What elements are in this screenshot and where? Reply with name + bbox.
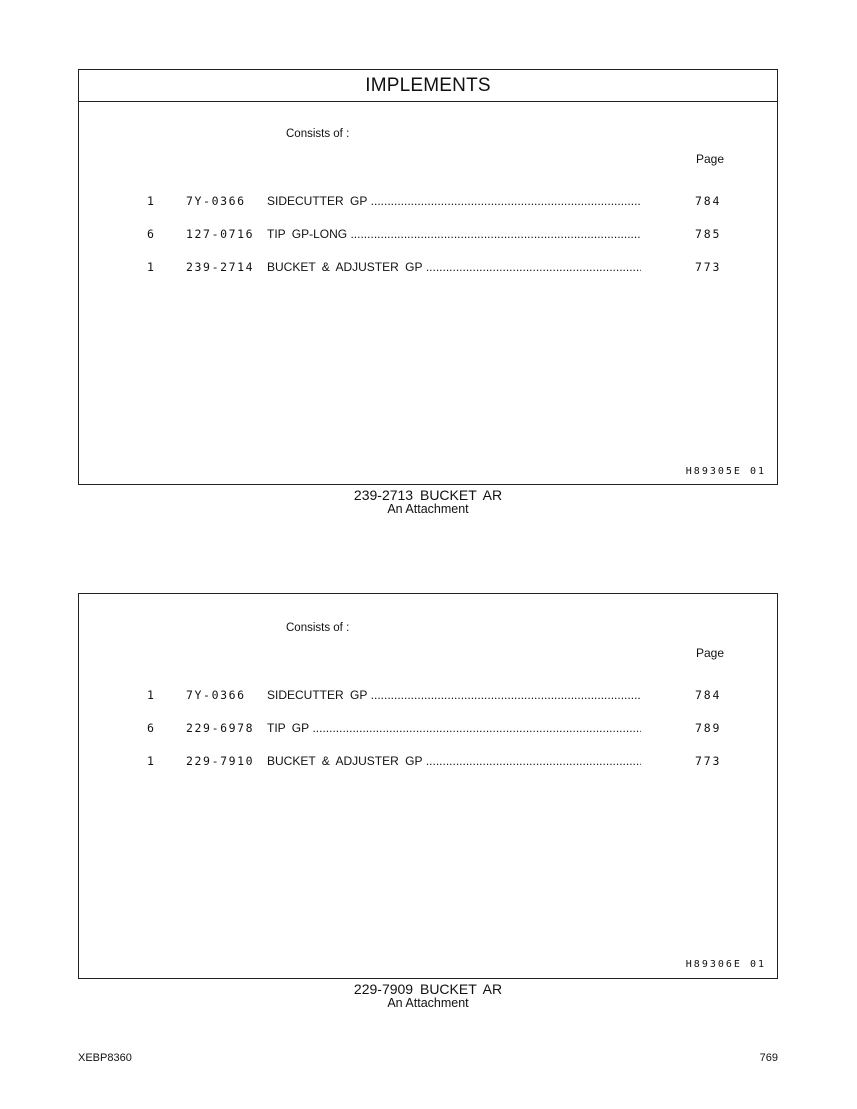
row-part-number: 127-0716 — [186, 227, 255, 241]
row-description: SIDECUTTER GP ..... — [267, 194, 641, 208]
table-row — [79, 194, 777, 210]
illustration-ref-code: H89305E 01 — [685, 466, 766, 477]
row-page-ref: 789 — [695, 721, 722, 735]
parts-list-box-2 — [78, 593, 778, 979]
row-qty: 6 — [147, 721, 154, 735]
row-description: SIDECUTTER GP ..... — [267, 688, 641, 702]
row-qty: 1 — [147, 260, 154, 274]
table-row — [79, 688, 777, 704]
caption-title: 239-2713 BUCKET AR — [353, 487, 503, 503]
row-qty: 1 — [147, 194, 154, 208]
row-description: TIP GP ..... — [267, 721, 641, 735]
row-description: BUCKET & ADJUSTER GP ..... — [267, 754, 641, 768]
row-page-ref: 784 — [695, 688, 722, 702]
table-row — [79, 260, 777, 276]
page-column-header: Page — [696, 646, 725, 660]
row-qty: 1 — [147, 754, 154, 768]
consists-of-label: Consists of : — [286, 128, 350, 140]
row-part-number: 229-6978 — [186, 721, 255, 735]
row-qty: 1 — [147, 688, 154, 702]
section-caption — [78, 488, 778, 515]
row-part-number: 239-2714 — [186, 260, 255, 274]
row-page-ref: 785 — [695, 227, 722, 241]
caption-subtitle: An Attachment — [387, 996, 469, 1010]
row-part-number: 229-7910 — [186, 754, 255, 768]
table-row — [79, 754, 777, 770]
row-page-ref: 784 — [695, 194, 722, 208]
row-description: BUCKET & ADJUSTER GP ..... — [267, 260, 641, 274]
row-description: TIP GP-LONG ..... — [267, 227, 641, 241]
footer-page-number: 769 — [759, 1052, 778, 1064]
caption-title: 229-7909 BUCKET AR — [353, 981, 503, 997]
illustration-ref-code: H89306E 01 — [685, 959, 766, 970]
parts-list-box-1 — [78, 69, 778, 485]
caption-subtitle: An Attachment — [387, 502, 469, 516]
section-title: IMPLEMENTS — [79, 70, 777, 102]
table-row — [79, 227, 777, 243]
footer-doc-id: XEBP8360 — [78, 1052, 132, 1064]
row-part-number: 7Y-0366 — [186, 194, 246, 208]
row-qty: 6 — [147, 227, 154, 241]
row-page-ref: 773 — [695, 754, 722, 768]
table-row — [79, 721, 777, 737]
consists-of-label: Consists of : — [286, 622, 350, 634]
page-column-header: Page — [696, 152, 725, 166]
row-part-number: 7Y-0366 — [186, 688, 246, 702]
section-caption — [78, 982, 778, 1009]
row-page-ref: 773 — [695, 260, 722, 274]
